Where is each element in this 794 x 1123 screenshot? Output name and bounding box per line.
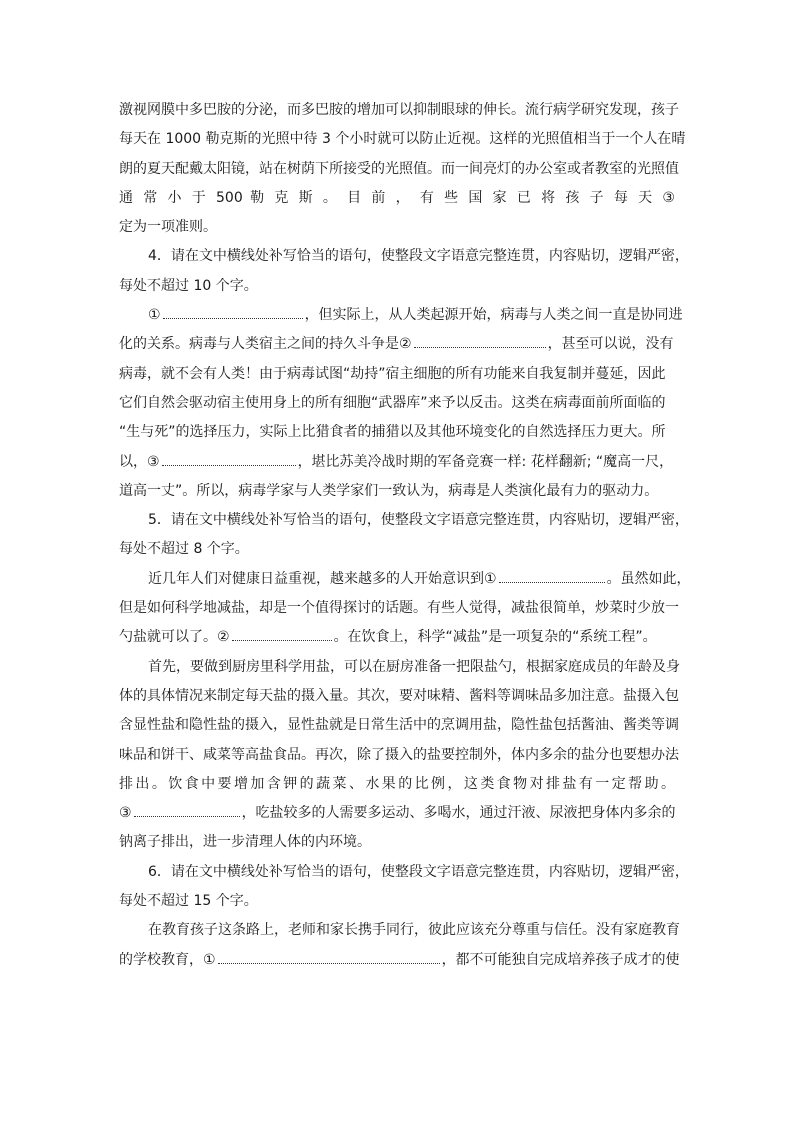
fill-blank-q5-3[interactable] [134,802,240,817]
question-4-limit: 每处不超过 10 个字。 [119,277,258,294]
text-line [119,946,680,975]
text-line: 但是如何科学地减盐，却是一个值得探讨的话题。有些人觉得，减盐很简单，炒菜时少放一 [119,600,679,617]
text-line: 体的具体情况来制定每天盐的摄入量。其次，要对味精、酱料等调味品多加注意。盐摄入包 [119,687,679,704]
text-line: 含显性盐和隐性盐的摄入，显性盐就是日常生活中的烹调用盐，隐性盐包括酱油、酱类等调 [119,717,679,734]
question-5-limit: 每处不超过 8 个字。 [119,541,249,558]
text-line: 排出。饮食中要增加含钾的蔬菜、水果的比例，这类食物对排盐有一定帮助。 [119,775,675,792]
question-6-limit: 每处不超过 15 个字。 [119,893,258,910]
text-line [119,448,675,477]
text-line: 它们自然会驱动宿主使用身上的所有细胞“武器库”来予以反击。这类在病毒面前所面临的 [119,394,666,411]
text-segment: 以，③ [119,453,160,470]
question-4-prompt: 4．请在文中横线处补写恰当的语句，使整段文字语意完整连贯，内容贴切，逻辑严密， [148,248,689,265]
fill-blank-q4-3[interactable] [162,451,296,466]
text-segment: ，堪比苏美冷战时期的军备竞赛一样: 花样翻新; “魔高一尺， [297,453,674,470]
text-segment: ，都不可能独自完成培养孩子成才的使 [441,951,680,968]
text-segment: ，但实际上，从人类起源开始，病毒与人类之间一直是协同进 [304,307,683,324]
fill-blank-q5-2[interactable] [232,626,332,641]
text-line: 钠离子排出，进一步清理人体的内环境。 [119,834,371,851]
text-line [119,565,691,594]
text-line: 朗的夏天配戴太阳镜，站在树荫下所接受的光照值。而一间亮灯的办公室或者教室的光照值 [119,160,679,177]
fill-blank-q4-2[interactable] [414,333,546,348]
text-segment: 的学校教育，① [119,951,216,968]
text-segment: 化的关系。病毒与人类宿主之间的持久斗争是② [119,336,412,353]
text-line [119,799,675,828]
text-line: 味品和饼干、咸菜等高盐食品。再次，除了摄入的盐要控制外，体内多余的盐分也要想办法 [119,746,679,763]
fill-blank-q6-1[interactable] [218,949,440,964]
fill-blank-q5-1[interactable] [499,568,605,583]
document-page [119,96,691,975]
text-segment: ，吃盐较多的人需要多运动、多喝水，通过汗液、尿液把身体内多余的 [241,805,676,822]
text-line: 通 常 小 于 500 勒 克 斯 。 目 前 ， 有 些 国 家 已 将 孩 子 每 天 ③ [119,189,675,206]
text-segment: 勺盐就可以了。② [119,629,230,646]
text-segment: 近几年人们对健康日益重视，越来越多的人开始意识到① [148,570,497,587]
text-segment: ，甚至可以说，没有 [547,336,674,353]
question-6-prompt: 6．请在文中横线处补写恰当的语句，使整段文字语意完整连贯，内容贴切，逻辑严密， [148,863,689,880]
text-line: 道高一丈”。所以，病毒学家与人类学家们一致认为，病毒是人类演化最有力的驱动力。 [119,482,659,499]
text-segment: 。在饮食上，科学“减盐”是一项复杂的“系统工程”。 [333,629,657,646]
question-5-prompt: 5．请在文中横线处补写恰当的语句，使整段文字语意完整连贯，内容贴切，逻辑严密， [148,512,689,529]
text-line [119,330,675,359]
text-line [119,623,675,652]
text-line: 激视网膜中多巴胺的分泌，而多巴胺的增加可以抑制眼球的伸长。流行病学研究发现，孩子 [119,102,679,118]
text-line: 首先，要做到厨房里科学用盐，可以在厨房准备一把限盐勺，根据家庭成员的年龄及身 [148,658,680,675]
text-line: 在教育孩子这条路上，老师和家长携手同行，彼此应该充分尊重与信任。没有家庭教育 [148,922,680,939]
blank-marker: ① [148,307,161,324]
text-line: 定为一项准则。 [119,219,217,236]
fill-blank-q4-1[interactable] [163,304,303,319]
text-line: 病毒，就不会有人类！由于病毒试图“劫持”宿主细胞的所有功能来自我复制并蔓延，因此 [119,365,666,382]
blank-marker: ③ [119,805,132,822]
text-line: “生与死”的选择压力，实际上比猎食者的捕猎以及其他环境变化的自然选择压力更大。所 [119,424,666,441]
text-segment: 。虽然如此， [606,570,691,587]
text-line [119,301,683,330]
text-line: 每天在 1000 勒克斯的光照中待 3 个小时就可以防止近视。这样的光照值相当于一个人在晴 [119,131,686,148]
